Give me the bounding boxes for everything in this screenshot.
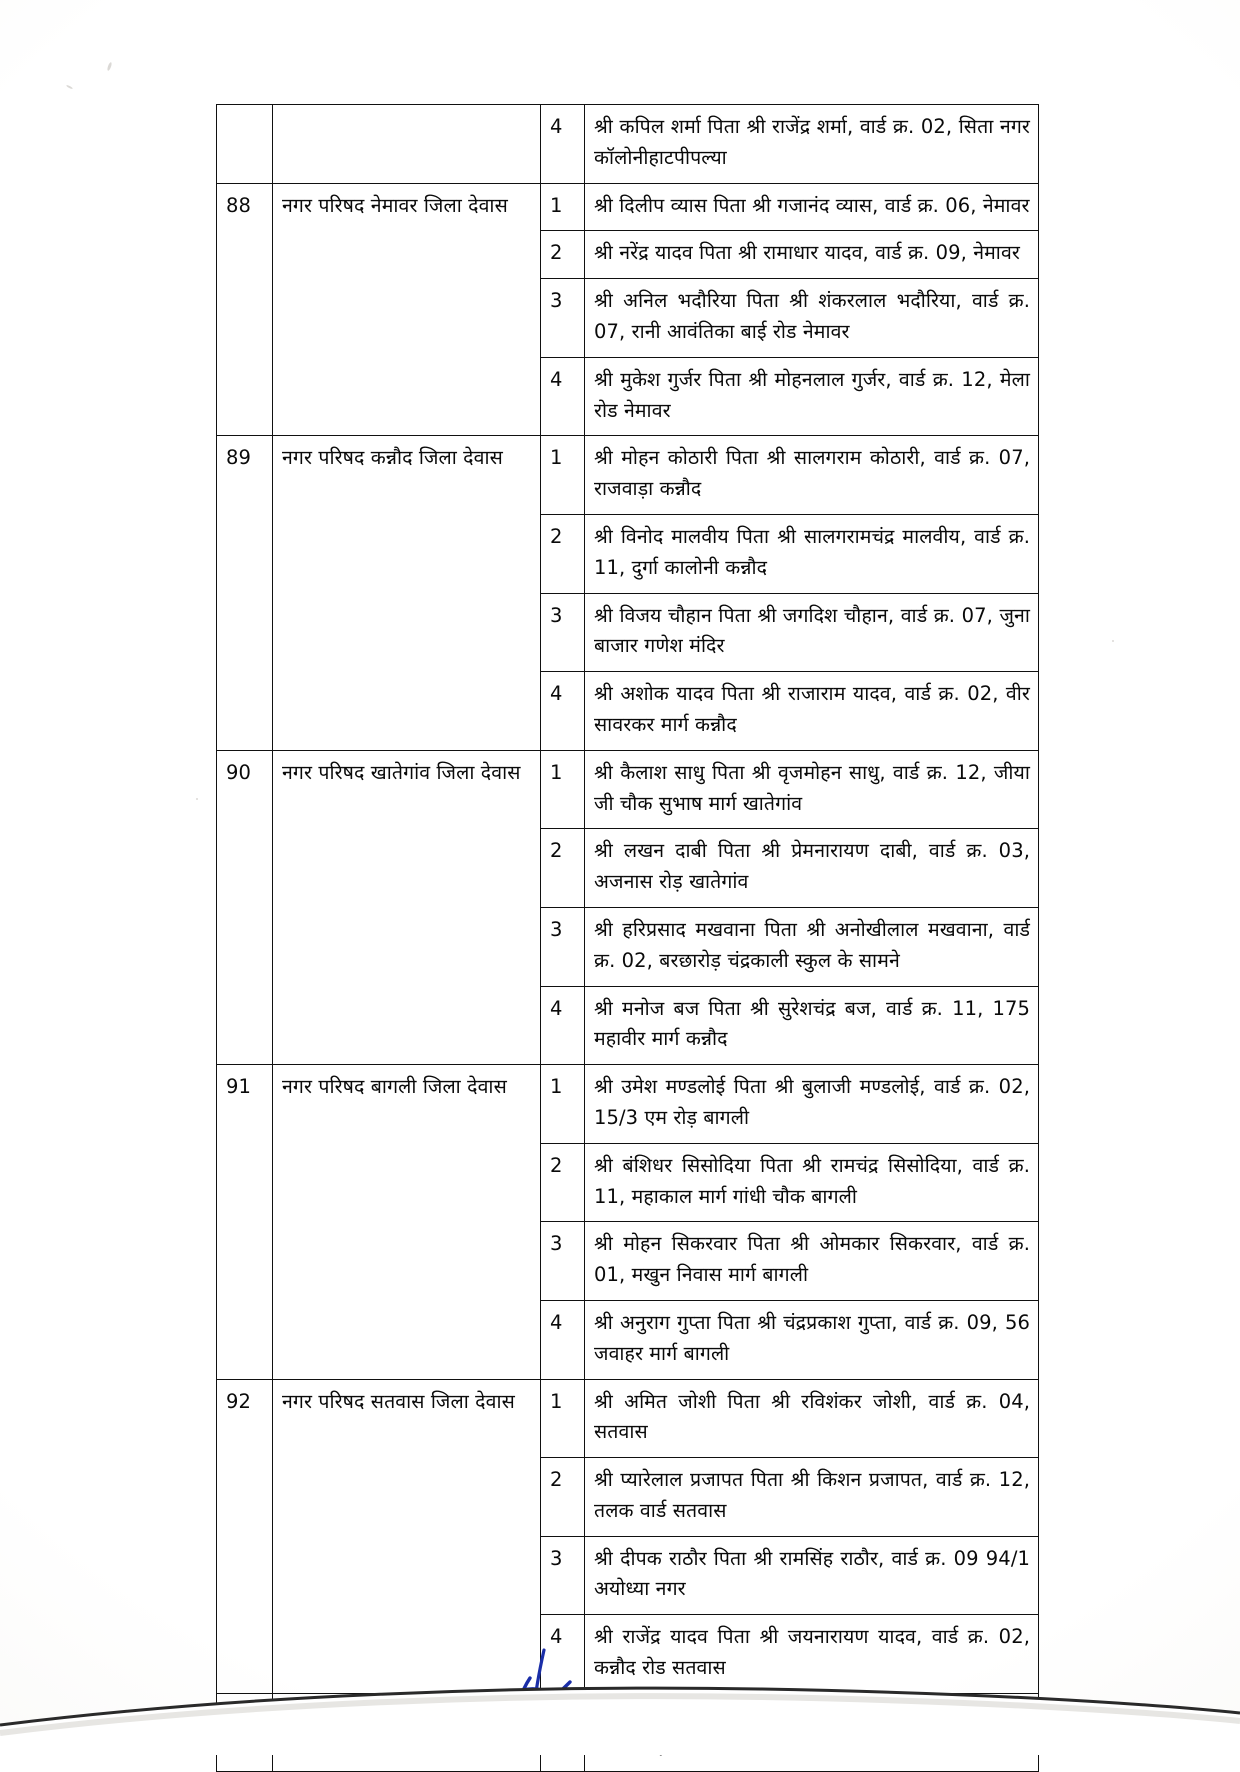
cell-entry-index: 1 <box>541 1065 585 1144</box>
cell-entry-index: 1 <box>541 1379 585 1458</box>
cell-entry-index: 4 <box>541 1615 585 1694</box>
cell-body-name: नगर परिषद नेमावर जिला देवास <box>273 183 541 436</box>
cell-serial-number: 90 <box>217 750 273 1064</box>
cell-member-detail: श्री उमेश मण्डलोई पिता श्री बुलाजी मण्डलोई, वार्ड क्र. 02, 15/3 एम रोड़ बागली <box>585 1065 1039 1144</box>
cell-entry-index: 2 <box>541 1458 585 1537</box>
cell-body-name: नगर परिषद सतवास जिला देवास <box>273 1379 541 1693</box>
table-row <box>217 105 1039 184</box>
cell-serial-number: 91 <box>217 1065 273 1379</box>
cell-member-detail: श्री कैलाश साधु पिता श्री वृजमोहन साधु, वार्ड क्र. 12, जीया जी चौक सुभाष मार्ग खातेगांव <box>585 750 1039 829</box>
table-row <box>217 1065 1039 1144</box>
cell-entry-index: 2 <box>541 231 585 279</box>
cell-member-detail: श्री नरेंद्र यादव पिता श्री रामाधार यादव, वार्ड क्र. 09, नेमावर <box>585 231 1039 279</box>
cell-member-detail: श्री बंशिधर सिसोदिया पिता श्री रामचंद्र सिसोदिया, वार्ड क्र. 11, महाकाल मार्ग गांधी चौक बागली <box>585 1143 1039 1222</box>
cell-entry-index: 1 <box>541 750 585 829</box>
cell-serial-number: 92 <box>217 1379 273 1693</box>
cell-serial-number <box>217 105 273 184</box>
table-row <box>217 750 1039 829</box>
cell-entry-index: 1 <box>541 436 585 515</box>
cell-entry-index: 3 <box>541 279 585 358</box>
cell-member-detail: श्री अनिल भदौरिया पिता श्री शंकरलाल भदौरिया, वार्ड क्र. 07, रानी आवंतिका बाई रोड नेमावर <box>585 279 1039 358</box>
cell-entry-index: 4 <box>541 357 585 436</box>
cell-entry-index: 1 <box>541 183 585 231</box>
cell-member-detail: श्री कपिल शर्मा पिता श्री राजेंद्र शर्मा, वार्ड क्र. 02, सिता नगर कॉलोनीहाटपीपल्या <box>585 105 1039 184</box>
cell-entry-index: 3 <box>541 593 585 672</box>
document-table-container <box>216 104 1038 1772</box>
page-edge-shadow <box>0 1669 1240 1755</box>
cell-body-name: नगर परिषद बागली जिला देवास <box>273 1065 541 1379</box>
cell-serial-number: 88 <box>217 183 273 436</box>
cell-member-detail: श्री प्यारेलाल प्रजापत पिता श्री किशन प्रजापत, वार्ड क्र. 12, तलक वार्ड सतवास <box>585 1458 1039 1537</box>
scan-speck <box>1112 640 1114 642</box>
table-body <box>217 105 1039 1772</box>
cell-body-name: नगर परिषद कन्नौद जिला देवास <box>273 436 541 750</box>
cell-member-detail: श्री मनोज बज पिता श्री सुरेशचंद्र बज, वार्ड क्र. 11, 175 महावीर मार्ग कन्नौद <box>585 986 1039 1065</box>
cell-member-detail: श्री मोहन कोठारी पिता श्री सालगराम कोठारी, वार्ड क्र. 07, राजवाड़ा कन्नौद <box>585 436 1039 515</box>
cell-serial-number: 89 <box>217 436 273 750</box>
cell-member-detail: श्री मोहन सिकरवार पिता श्री ओमकार सिकरवार, वार्ड क्र. 01, मखुन निवास मार्ग बागली <box>585 1222 1039 1301</box>
cell-member-detail: श्री अमित जोशी पिता श्री रविशंकर जोशी, वार्ड क्र. 04, सतवास <box>585 1379 1039 1458</box>
cell-member-detail: श्री मुकेश गुर्जर पिता श्री मोहनलाल गुर्जर, वार्ड क्र. 12, मेला रोड नेमावर <box>585 357 1039 436</box>
cell-entry-index: 3 <box>541 1536 585 1615</box>
cell-entry-index: 4 <box>541 986 585 1065</box>
cell-entry-index: 2 <box>541 829 585 908</box>
cell-entry-index: 4 <box>541 672 585 751</box>
cell-entry-index: 2 <box>541 1143 585 1222</box>
cell-body-name <box>273 105 541 184</box>
cell-entry-index: 4 <box>541 105 585 184</box>
cell-member-detail: श्री अशोक यादव पिता श्री राजाराम यादव, वार्ड क्र. 02, वीर सावरकर मार्ग कन्नौद <box>585 672 1039 751</box>
table-row <box>217 436 1039 515</box>
municipal-members-table <box>216 104 1039 1772</box>
cell-member-detail: श्री दिलीप व्यास पिता श्री गजानंद व्यास, वार्ड क्र. 06, नेमावर <box>585 183 1039 231</box>
scan-speck <box>196 798 198 800</box>
table-row <box>217 183 1039 231</box>
cell-member-detail: श्री लखन दाबी पिता श्री प्रेमनारायण दाबी, वार्ड क्र. 03, अजनास रोड़ खातेगांव <box>585 829 1039 908</box>
cell-member-detail: श्री अनुराग गुप्ता पिता श्री चंद्रप्रकाश गुप्ता, वार्ड क्र. 09, 56 जवाहर मार्ग बागली <box>585 1300 1039 1379</box>
cell-body-name: नगर परिषद खातेगांव जिला देवास <box>273 750 541 1064</box>
cell-entry-index: 3 <box>541 907 585 986</box>
cell-member-detail: श्री राजेंद्र यादव पिता श्री जयनारायण यादव, वार्ड क्र. 02, कन्नौद रोड सतवास <box>585 1615 1039 1694</box>
cell-entry-index: 3 <box>541 1222 585 1301</box>
cell-entry-index: 2 <box>541 514 585 593</box>
cell-member-detail: श्री विनोद मालवीय पिता श्री सालगरामचंद्र मालवीय, वार्ड क्र. 11, दुर्गा कालोनी कन्नौद <box>585 514 1039 593</box>
cell-member-detail: श्री हरिप्रसाद मखवाना पिता श्री अनोखीलाल मखवाना, वार्ड क्र. 02, बरछारोड़ चंद्रकाली स्कुल के सामने <box>585 907 1039 986</box>
cell-member-detail: श्री दीपक राठौर पिता श्री रामसिंह राठौर, वार्ड क्र. 09 94/1 अयोध्या नगर <box>585 1536 1039 1615</box>
cell-entry-index: 4 <box>541 1300 585 1379</box>
cell-member-detail: श्री विजय चौहान पिता श्री जगदिश चौहान, वार्ड क्र. 07, जुना बाजार गणेश मंदिर <box>585 593 1039 672</box>
table-row <box>217 1379 1039 1458</box>
